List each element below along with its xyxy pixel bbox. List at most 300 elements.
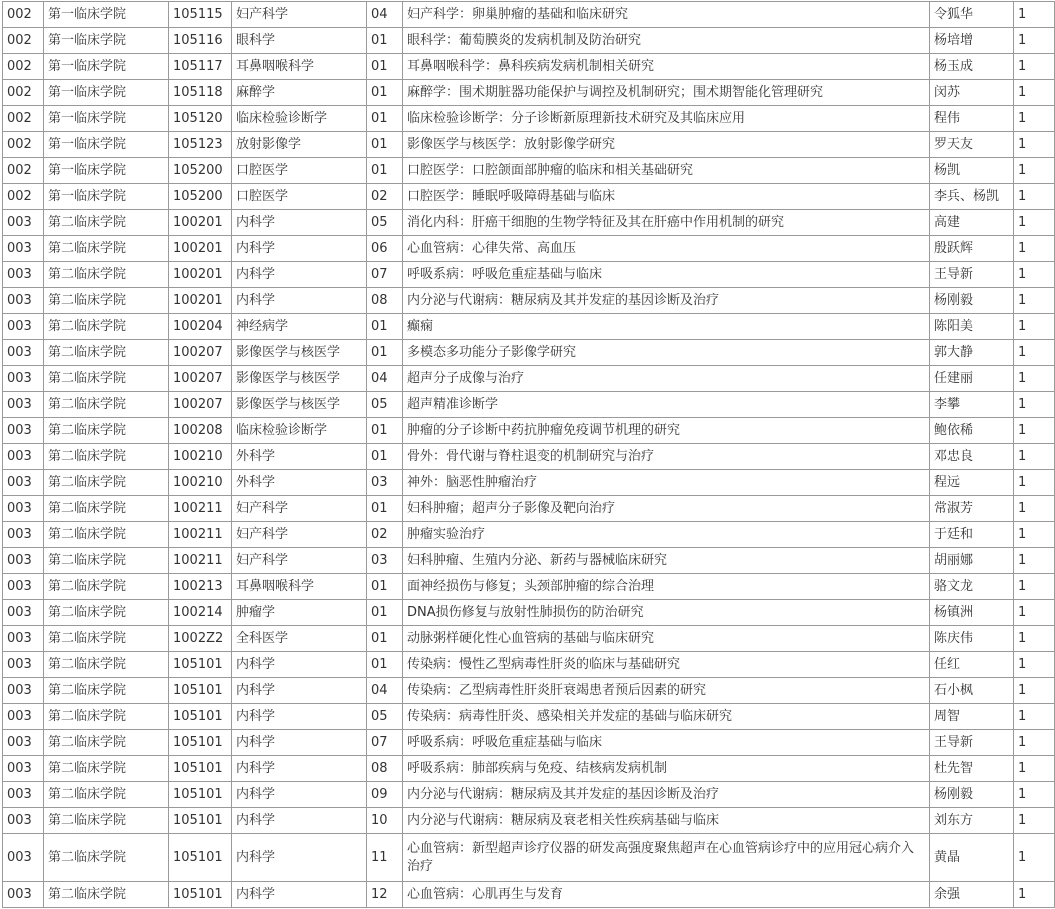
research-direction-cell: 口腔医学：口腔颌面部肿瘤的临床和相关基础研究 <box>403 158 930 184</box>
major-code-cell: 100201 <box>169 236 232 262</box>
quota-cell: 1 <box>1014 132 1055 158</box>
major-name-cell: 麻醉学 <box>232 80 367 106</box>
table-row <box>3 704 1055 730</box>
research-direction-cell: 眼科学：葡萄膜炎的发病机制及防治研究 <box>403 28 930 54</box>
quota-cell: 1 <box>1014 678 1055 704</box>
research-direction-cell: 内分泌与代谢病：糖尿病及其并发症的基因诊断及治疗 <box>403 782 930 808</box>
major-code-cell: 105101 <box>169 678 232 704</box>
direction-code-cell: 01 <box>367 418 403 444</box>
table-row <box>3 496 1055 522</box>
research-direction-cell: 肿瘤的分子诊断中药抗肿瘤免疫调节机理的研究 <box>403 418 930 444</box>
major-name-cell: 内科学 <box>232 262 367 288</box>
table-body <box>3 2 1055 908</box>
research-direction-cell: 面神经损伤与修复；头颈部肿瘤的综合治理 <box>403 574 930 600</box>
research-direction-cell: 超声分子成像与治疗 <box>403 366 930 392</box>
research-direction-cell: 传染病：乙型病毒性肝炎肝衰竭患者预后因素的研究 <box>403 678 930 704</box>
table-row <box>3 782 1055 808</box>
table-row <box>3 314 1055 340</box>
quota-cell: 1 <box>1014 262 1055 288</box>
school-code-cell: 003 <box>3 392 44 418</box>
school-name-cell: 第二临床学院 <box>44 882 169 908</box>
school-code-cell: 003 <box>3 600 44 626</box>
school-code-cell: 003 <box>3 444 44 470</box>
research-direction-cell: 心血管病：心肌再生与发育 <box>403 882 930 908</box>
major-code-cell: 100207 <box>169 366 232 392</box>
quota-cell: 1 <box>1014 340 1055 366</box>
major-name-cell: 临床检验诊断学 <box>232 418 367 444</box>
advisor-cell: 刘东方 <box>930 808 1014 834</box>
advisor-cell: 杜先智 <box>930 756 1014 782</box>
table-row <box>3 444 1055 470</box>
school-name-cell: 第二临床学院 <box>44 470 169 496</box>
major-name-cell: 内科学 <box>232 882 367 908</box>
direction-code-cell: 01 <box>367 314 403 340</box>
advisor-cell: 周智 <box>930 704 1014 730</box>
major-code-cell: 105101 <box>169 834 232 882</box>
advisor-cell: 李攀 <box>930 392 1014 418</box>
research-direction-cell: 妇科肿瘤；超声分子影像及靶向治疗 <box>403 496 930 522</box>
quota-cell: 1 <box>1014 574 1055 600</box>
table-row <box>3 652 1055 678</box>
table-row <box>3 288 1055 314</box>
major-name-cell: 肿瘤学 <box>232 600 367 626</box>
advisor-cell: 任建丽 <box>930 366 1014 392</box>
school-name-cell: 第二临床学院 <box>44 678 169 704</box>
advisor-cell: 胡丽娜 <box>930 548 1014 574</box>
school-name-cell: 第二临床学院 <box>44 574 169 600</box>
quota-cell: 1 <box>1014 236 1055 262</box>
quota-cell: 1 <box>1014 496 1055 522</box>
school-name-cell: 第二临床学院 <box>44 366 169 392</box>
quota-cell: 1 <box>1014 54 1055 80</box>
direction-code-cell: 11 <box>367 834 403 882</box>
table-row <box>3 882 1055 908</box>
direction-code-cell: 05 <box>367 392 403 418</box>
table-row <box>3 366 1055 392</box>
direction-code-cell: 03 <box>367 470 403 496</box>
quota-cell: 1 <box>1014 184 1055 210</box>
quota-cell: 1 <box>1014 314 1055 340</box>
major-code-cell: 100213 <box>169 574 232 600</box>
major-name-cell: 内科学 <box>232 730 367 756</box>
school-name-cell: 第一临床学院 <box>44 2 169 28</box>
school-code-cell: 002 <box>3 132 44 158</box>
direction-code-cell: 07 <box>367 730 403 756</box>
major-name-cell: 口腔医学 <box>232 158 367 184</box>
advisor-cell: 杨刚毅 <box>930 288 1014 314</box>
direction-code-cell: 01 <box>367 600 403 626</box>
major-name-cell: 内科学 <box>232 834 367 882</box>
direction-code-cell: 03 <box>367 548 403 574</box>
quota-cell: 1 <box>1014 600 1055 626</box>
major-name-cell: 影像医学与核医学 <box>232 340 367 366</box>
school-name-cell: 第一临床学院 <box>44 54 169 80</box>
research-direction-cell: 超声精准诊断学 <box>403 392 930 418</box>
research-direction-cell: 心血管病：心律失常、高血压 <box>403 236 930 262</box>
school-code-cell: 003 <box>3 678 44 704</box>
advisor-cell: 骆文龙 <box>930 574 1014 600</box>
table-row <box>3 262 1055 288</box>
major-name-cell: 妇产科学 <box>232 522 367 548</box>
quota-cell: 1 <box>1014 808 1055 834</box>
advisor-cell: 杨培增 <box>930 28 1014 54</box>
school-name-cell: 第一临床学院 <box>44 184 169 210</box>
school-code-cell: 002 <box>3 158 44 184</box>
direction-code-cell: 01 <box>367 626 403 652</box>
major-name-cell: 妇产科学 <box>232 548 367 574</box>
school-code-cell: 003 <box>3 522 44 548</box>
school-code-cell: 003 <box>3 366 44 392</box>
school-code-cell: 003 <box>3 652 44 678</box>
major-code-cell: 105101 <box>169 652 232 678</box>
table-row <box>3 470 1055 496</box>
school-code-cell: 003 <box>3 808 44 834</box>
research-direction-cell: 妇科肿瘤、生殖内分泌、新药与器械临床研究 <box>403 548 930 574</box>
school-name-cell: 第二临床学院 <box>44 392 169 418</box>
research-direction-cell: 肿瘤实验治疗 <box>403 522 930 548</box>
school-name-cell: 第二临床学院 <box>44 496 169 522</box>
advisor-cell: 王导新 <box>930 730 1014 756</box>
school-code-cell: 002 <box>3 2 44 28</box>
major-name-cell: 放射影像学 <box>232 132 367 158</box>
table-row <box>3 808 1055 834</box>
major-name-cell: 内科学 <box>232 808 367 834</box>
research-direction-cell: 内分泌与代谢病：糖尿病及其并发症的基因诊断及治疗 <box>403 288 930 314</box>
school-code-cell: 003 <box>3 314 44 340</box>
quota-cell: 1 <box>1014 756 1055 782</box>
school-name-cell: 第二临床学院 <box>44 626 169 652</box>
school-name-cell: 第二临床学院 <box>44 340 169 366</box>
table-row <box>3 756 1055 782</box>
school-code-cell: 003 <box>3 262 44 288</box>
major-name-cell: 外科学 <box>232 444 367 470</box>
direction-code-cell: 05 <box>367 704 403 730</box>
direction-code-cell: 04 <box>367 366 403 392</box>
table-row <box>3 574 1055 600</box>
school-code-cell: 003 <box>3 210 44 236</box>
research-direction-cell: 传染病：慢性乙型病毒性肝炎的临床与基础研究 <box>403 652 930 678</box>
major-code-cell: 100207 <box>169 340 232 366</box>
table-row <box>3 522 1055 548</box>
school-code-cell: 002 <box>3 80 44 106</box>
major-name-cell: 全科医学 <box>232 626 367 652</box>
table-row <box>3 548 1055 574</box>
direction-code-cell: 04 <box>367 678 403 704</box>
table-row <box>3 210 1055 236</box>
research-direction-cell: 消化内科：肝癌干细胞的生物学特征及其在肝癌中作用机制的研究 <box>403 210 930 236</box>
major-name-cell: 妇产科学 <box>232 496 367 522</box>
quota-cell: 1 <box>1014 366 1055 392</box>
direction-code-cell: 01 <box>367 132 403 158</box>
major-name-cell: 内科学 <box>232 678 367 704</box>
major-code-cell: 100207 <box>169 392 232 418</box>
direction-code-cell: 01 <box>367 106 403 132</box>
school-name-cell: 第二临床学院 <box>44 262 169 288</box>
research-direction-cell: 口腔医学：睡眠呼吸障碍基础与临床 <box>403 184 930 210</box>
table-row <box>3 54 1055 80</box>
table-row <box>3 2 1055 28</box>
quota-cell: 1 <box>1014 470 1055 496</box>
school-name-cell: 第一临床学院 <box>44 132 169 158</box>
major-code-cell: 105116 <box>169 28 232 54</box>
major-code-cell: 100211 <box>169 548 232 574</box>
major-name-cell: 内科学 <box>232 704 367 730</box>
major-name-cell: 内科学 <box>232 236 367 262</box>
school-name-cell: 第二临床学院 <box>44 236 169 262</box>
school-code-cell: 002 <box>3 106 44 132</box>
major-name-cell: 影像医学与核医学 <box>232 392 367 418</box>
major-code-cell: 105118 <box>169 80 232 106</box>
school-name-cell: 第一临床学院 <box>44 28 169 54</box>
research-direction-cell: 临床检验诊断学：分子诊断新原理新技术研究及其临床应用 <box>403 106 930 132</box>
research-direction-cell: 呼吸系病：呼吸危重症基础与临床 <box>403 262 930 288</box>
major-name-cell: 耳鼻咽喉科学 <box>232 574 367 600</box>
school-code-cell: 003 <box>3 782 44 808</box>
major-code-cell: 105200 <box>169 184 232 210</box>
direction-code-cell: 01 <box>367 28 403 54</box>
quota-cell: 1 <box>1014 288 1055 314</box>
direction-code-cell: 01 <box>367 652 403 678</box>
major-code-cell: 105120 <box>169 106 232 132</box>
major-code-cell: 105200 <box>169 158 232 184</box>
research-direction-cell: 骨外：骨代谢与脊柱退变的机制研究与治疗 <box>403 444 930 470</box>
major-code-cell: 100210 <box>169 444 232 470</box>
school-name-cell: 第二临床学院 <box>44 834 169 882</box>
direction-code-cell: 09 <box>367 782 403 808</box>
advisor-cell: 黄晶 <box>930 834 1014 882</box>
school-code-cell: 003 <box>3 288 44 314</box>
major-name-cell: 神经病学 <box>232 314 367 340</box>
quota-cell: 1 <box>1014 652 1055 678</box>
advisor-cell: 郭大静 <box>930 340 1014 366</box>
direction-code-cell: 08 <box>367 756 403 782</box>
advisor-cell: 邓忠良 <box>930 444 1014 470</box>
major-code-cell: 105101 <box>169 756 232 782</box>
direction-code-cell: 02 <box>367 184 403 210</box>
research-direction-cell: 妇产科学：卵巢肿瘤的基础和临床研究 <box>403 2 930 28</box>
advisor-cell: 鲍依稀 <box>930 418 1014 444</box>
table-row <box>3 158 1055 184</box>
table-row <box>3 418 1055 444</box>
direction-code-cell: 01 <box>367 54 403 80</box>
advisor-cell: 程远 <box>930 470 1014 496</box>
school-name-cell: 第一临床学院 <box>44 158 169 184</box>
school-code-cell: 003 <box>3 236 44 262</box>
major-code-cell: 100208 <box>169 418 232 444</box>
advisor-cell: 闵苏 <box>930 80 1014 106</box>
table-row <box>3 392 1055 418</box>
major-name-cell: 妇产科学 <box>232 2 367 28</box>
school-code-cell: 003 <box>3 756 44 782</box>
direction-code-cell: 01 <box>367 340 403 366</box>
school-code-cell: 003 <box>3 834 44 882</box>
school-name-cell: 第二临床学院 <box>44 548 169 574</box>
major-name-cell: 内科学 <box>232 652 367 678</box>
major-name-cell: 内科学 <box>232 756 367 782</box>
school-name-cell: 第二临床学院 <box>44 288 169 314</box>
major-name-cell: 内科学 <box>232 288 367 314</box>
quota-cell: 1 <box>1014 392 1055 418</box>
quota-cell: 1 <box>1014 704 1055 730</box>
major-code-cell: 100201 <box>169 288 232 314</box>
school-name-cell: 第二临床学院 <box>44 652 169 678</box>
major-code-cell: 100201 <box>169 262 232 288</box>
advisor-cell: 陈庆伟 <box>930 626 1014 652</box>
enrollment-table <box>2 1 1055 908</box>
research-direction-cell: 呼吸系病：肺部疾病与免疫、结核病发病机制 <box>403 756 930 782</box>
advisor-cell: 杨镇洲 <box>930 600 1014 626</box>
direction-code-cell: 01 <box>367 574 403 600</box>
research-direction-cell: 呼吸系病：呼吸危重症基础与临床 <box>403 730 930 756</box>
advisor-cell: 常淑芳 <box>930 496 1014 522</box>
school-name-cell: 第二临床学院 <box>44 418 169 444</box>
direction-code-cell: 01 <box>367 158 403 184</box>
major-code-cell: 105123 <box>169 132 232 158</box>
direction-code-cell: 10 <box>367 808 403 834</box>
major-code-cell: 100201 <box>169 210 232 236</box>
school-code-cell: 003 <box>3 704 44 730</box>
school-code-cell: 003 <box>3 730 44 756</box>
advisor-cell: 杨玉成 <box>930 54 1014 80</box>
direction-code-cell: 06 <box>367 236 403 262</box>
major-code-cell: 100210 <box>169 470 232 496</box>
school-name-cell: 第二临床学院 <box>44 444 169 470</box>
major-code-cell: 105101 <box>169 808 232 834</box>
direction-code-cell: 01 <box>367 444 403 470</box>
table-row <box>3 834 1055 882</box>
quota-cell: 1 <box>1014 80 1055 106</box>
table-row <box>3 340 1055 366</box>
school-code-cell: 003 <box>3 340 44 366</box>
quota-cell: 1 <box>1014 782 1055 808</box>
school-code-cell: 003 <box>3 548 44 574</box>
table-row <box>3 730 1055 756</box>
quota-cell: 1 <box>1014 834 1055 882</box>
table-row <box>3 600 1055 626</box>
research-direction-cell: 内分泌与代谢病：糖尿病及衰老相关性疾病基础与临床 <box>403 808 930 834</box>
direction-code-cell: 01 <box>367 80 403 106</box>
school-name-cell: 第二临床学院 <box>44 522 169 548</box>
advisor-cell: 于廷和 <box>930 522 1014 548</box>
school-name-cell: 第二临床学院 <box>44 704 169 730</box>
table-row <box>3 626 1055 652</box>
research-direction-cell: DNA损伤修复与放射性肺损伤的防治研究 <box>403 600 930 626</box>
direction-code-cell: 05 <box>367 210 403 236</box>
major-code-cell: 100211 <box>169 522 232 548</box>
quota-cell: 1 <box>1014 522 1055 548</box>
research-direction-cell: 多模态多功能分子影像学研究 <box>403 340 930 366</box>
major-code-cell: 1002Z2 <box>169 626 232 652</box>
major-name-cell: 眼科学 <box>232 28 367 54</box>
school-name-cell: 第二临床学院 <box>44 808 169 834</box>
advisor-cell: 杨凯 <box>930 158 1014 184</box>
research-direction-cell: 麻醉学：围术期脏器功能保护与调控及机制研究；围术期智能化管理研究 <box>403 80 930 106</box>
table-row <box>3 80 1055 106</box>
major-name-cell: 耳鼻咽喉科学 <box>232 54 367 80</box>
table-row <box>3 236 1055 262</box>
major-code-cell: 105117 <box>169 54 232 80</box>
table-row <box>3 678 1055 704</box>
school-name-cell: 第二临床学院 <box>44 756 169 782</box>
school-name-cell: 第二临床学院 <box>44 600 169 626</box>
major-name-cell: 外科学 <box>232 470 367 496</box>
school-code-cell: 003 <box>3 882 44 908</box>
major-code-cell: 105101 <box>169 782 232 808</box>
school-name-cell: 第一临床学院 <box>44 106 169 132</box>
school-name-cell: 第一临床学院 <box>44 80 169 106</box>
quota-cell: 1 <box>1014 28 1055 54</box>
advisor-cell: 李兵、杨凯 <box>930 184 1014 210</box>
direction-code-cell: 01 <box>367 496 403 522</box>
advisor-cell: 任红 <box>930 652 1014 678</box>
school-code-cell: 002 <box>3 54 44 80</box>
advisor-cell: 罗天友 <box>930 132 1014 158</box>
advisor-cell: 殷跃辉 <box>930 236 1014 262</box>
advisor-cell: 杨刚毅 <box>930 782 1014 808</box>
advisor-cell: 石小枫 <box>930 678 1014 704</box>
major-name-cell: 内科学 <box>232 782 367 808</box>
quota-cell: 1 <box>1014 210 1055 236</box>
direction-code-cell: 02 <box>367 522 403 548</box>
direction-code-cell: 08 <box>367 288 403 314</box>
research-direction-cell: 心血管病：新型超声诊疗仪器的研发高强度聚焦超声在心血管病诊疗中的应用冠心病介入治疗 <box>403 834 930 882</box>
major-code-cell: 100214 <box>169 600 232 626</box>
quota-cell: 1 <box>1014 548 1055 574</box>
direction-code-cell: 07 <box>367 262 403 288</box>
research-direction-cell: 神外：脑恶性肿瘤治疗 <box>403 470 930 496</box>
advisor-cell: 余强 <box>930 882 1014 908</box>
direction-code-cell: 04 <box>367 2 403 28</box>
school-code-cell: 003 <box>3 574 44 600</box>
school-code-cell: 002 <box>3 28 44 54</box>
major-name-cell: 影像医学与核医学 <box>232 366 367 392</box>
quota-cell: 1 <box>1014 882 1055 908</box>
school-code-cell: 003 <box>3 626 44 652</box>
major-name-cell: 内科学 <box>232 210 367 236</box>
school-code-cell: 003 <box>3 470 44 496</box>
table-row <box>3 28 1055 54</box>
quota-cell: 1 <box>1014 158 1055 184</box>
major-code-cell: 105101 <box>169 704 232 730</box>
school-name-cell: 第二临床学院 <box>44 782 169 808</box>
major-code-cell: 105115 <box>169 2 232 28</box>
quota-cell: 1 <box>1014 2 1055 28</box>
table-row <box>3 184 1055 210</box>
quota-cell: 1 <box>1014 444 1055 470</box>
research-direction-cell: 癫痫 <box>403 314 930 340</box>
table-row <box>3 106 1055 132</box>
school-code-cell: 003 <box>3 496 44 522</box>
major-name-cell: 临床检验诊断学 <box>232 106 367 132</box>
school-code-cell: 003 <box>3 418 44 444</box>
research-direction-cell: 影像医学与核医学：放射影像学研究 <box>403 132 930 158</box>
school-name-cell: 第二临床学院 <box>44 314 169 340</box>
major-code-cell: 100211 <box>169 496 232 522</box>
major-code-cell: 100204 <box>169 314 232 340</box>
advisor-cell: 令狐华 <box>930 2 1014 28</box>
advisor-cell: 陈阳美 <box>930 314 1014 340</box>
research-direction-cell: 传染病：病毒性肝炎、感染相关并发症的基础与临床研究 <box>403 704 930 730</box>
school-name-cell: 第二临床学院 <box>44 210 169 236</box>
school-name-cell: 第二临床学院 <box>44 730 169 756</box>
advisor-cell: 高建 <box>930 210 1014 236</box>
quota-cell: 1 <box>1014 106 1055 132</box>
table-row <box>3 132 1055 158</box>
major-name-cell: 口腔医学 <box>232 184 367 210</box>
advisor-cell: 王导新 <box>930 262 1014 288</box>
quota-cell: 1 <box>1014 418 1055 444</box>
advisor-cell: 程伟 <box>930 106 1014 132</box>
